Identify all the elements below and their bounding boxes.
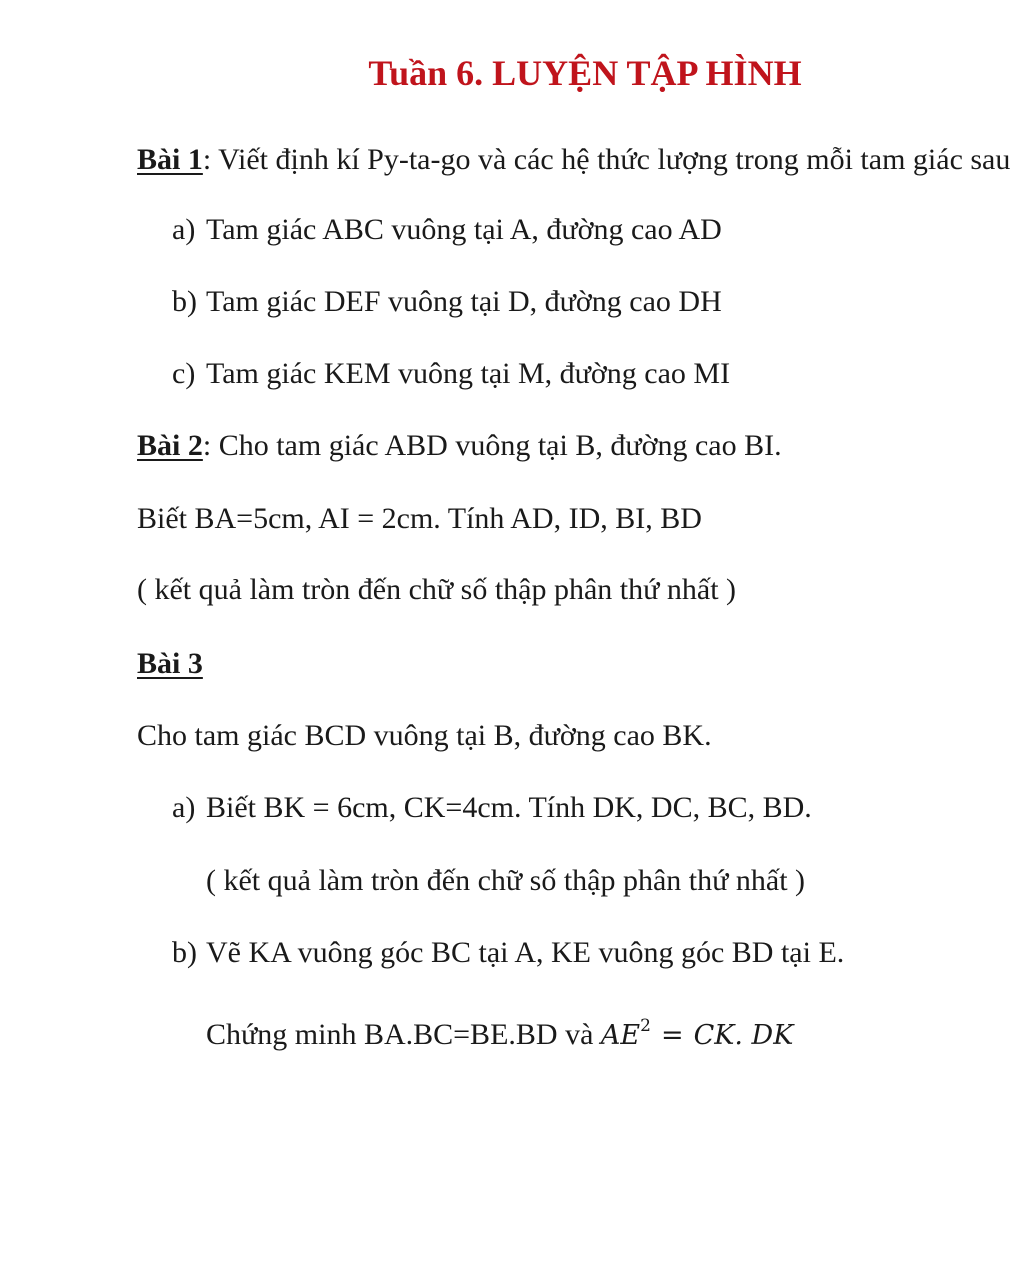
- exercise-2-given: Biết BA=5cm, AI = 2cm. Tính AD, ID, BI, BD: [137, 502, 702, 535]
- exercise-2-label: Bài 2: [137, 429, 203, 462]
- item-text: Tam giác KEM vuông tại M, đường cao MI: [206, 357, 731, 390]
- item-letter: c): [172, 357, 196, 390]
- exercise-3-item-b: [172, 933, 844, 973]
- item-letter: b): [172, 936, 197, 969]
- formula: [600, 1016, 794, 1051]
- formula-lhs: AE: [600, 1020, 641, 1051]
- exercise-1-item-c: [172, 354, 730, 394]
- exercise-1-item-a: [172, 210, 722, 250]
- exercise-3-item-b-proof: [206, 1006, 793, 1056]
- exercise-1-text: : Viết định kí Py-ta-go và các hệ thức lượng trong mỗi tam giác sau: [202, 143, 1011, 176]
- exercise-2-note: ( kết quả làm tròn đến chữ số thập phân thứ nhất ): [137, 573, 737, 606]
- item-text: Tam giác ABC vuông tại A, đường cao AD: [206, 213, 722, 246]
- exercise-2-heading: [137, 426, 782, 466]
- item-text: Vẽ KA vuông góc BC tại A, KE vuông góc BD tại E.: [206, 936, 845, 969]
- exercise-2-text: : Cho tam giác ABD vuông tại B, đường cao BI.: [202, 429, 782, 462]
- exercise-1-item-b: [172, 282, 722, 322]
- exercise-1-heading: [137, 140, 1010, 180]
- exercise-3-item-a: [172, 788, 812, 828]
- exercise-3-label: Bài 3: [137, 647, 203, 680]
- page-title: Tuần 6. LUYỆN TẬP HÌNH: [368, 53, 802, 93]
- exercise-3-heading: [137, 644, 203, 684]
- exercise-3-intro: Cho tam giác BCD vuông tại B, đường cao BK.: [137, 719, 712, 752]
- item-text: Tam giác DEF vuông tại D, đường cao DH: [206, 285, 722, 318]
- formula-equals: =: [660, 1020, 684, 1051]
- item-text: Biết BK = 6cm, CK=4cm. Tính DK, DC, BC, BD.: [206, 791, 812, 824]
- exercise-1-label: Bài 1: [137, 143, 203, 176]
- item-letter: a): [172, 791, 196, 824]
- proof-text: Chứng minh BA.BC=BE.BD và: [206, 1018, 594, 1051]
- item-letter: b): [172, 285, 197, 318]
- formula-exponent: 2: [640, 1016, 651, 1036]
- exercise-3-item-a-note: ( kết quả làm tròn đến chữ số thập phân thứ nhất ): [206, 864, 806, 897]
- formula-rhs: CK. DK: [693, 1020, 794, 1051]
- item-letter: a): [172, 213, 196, 246]
